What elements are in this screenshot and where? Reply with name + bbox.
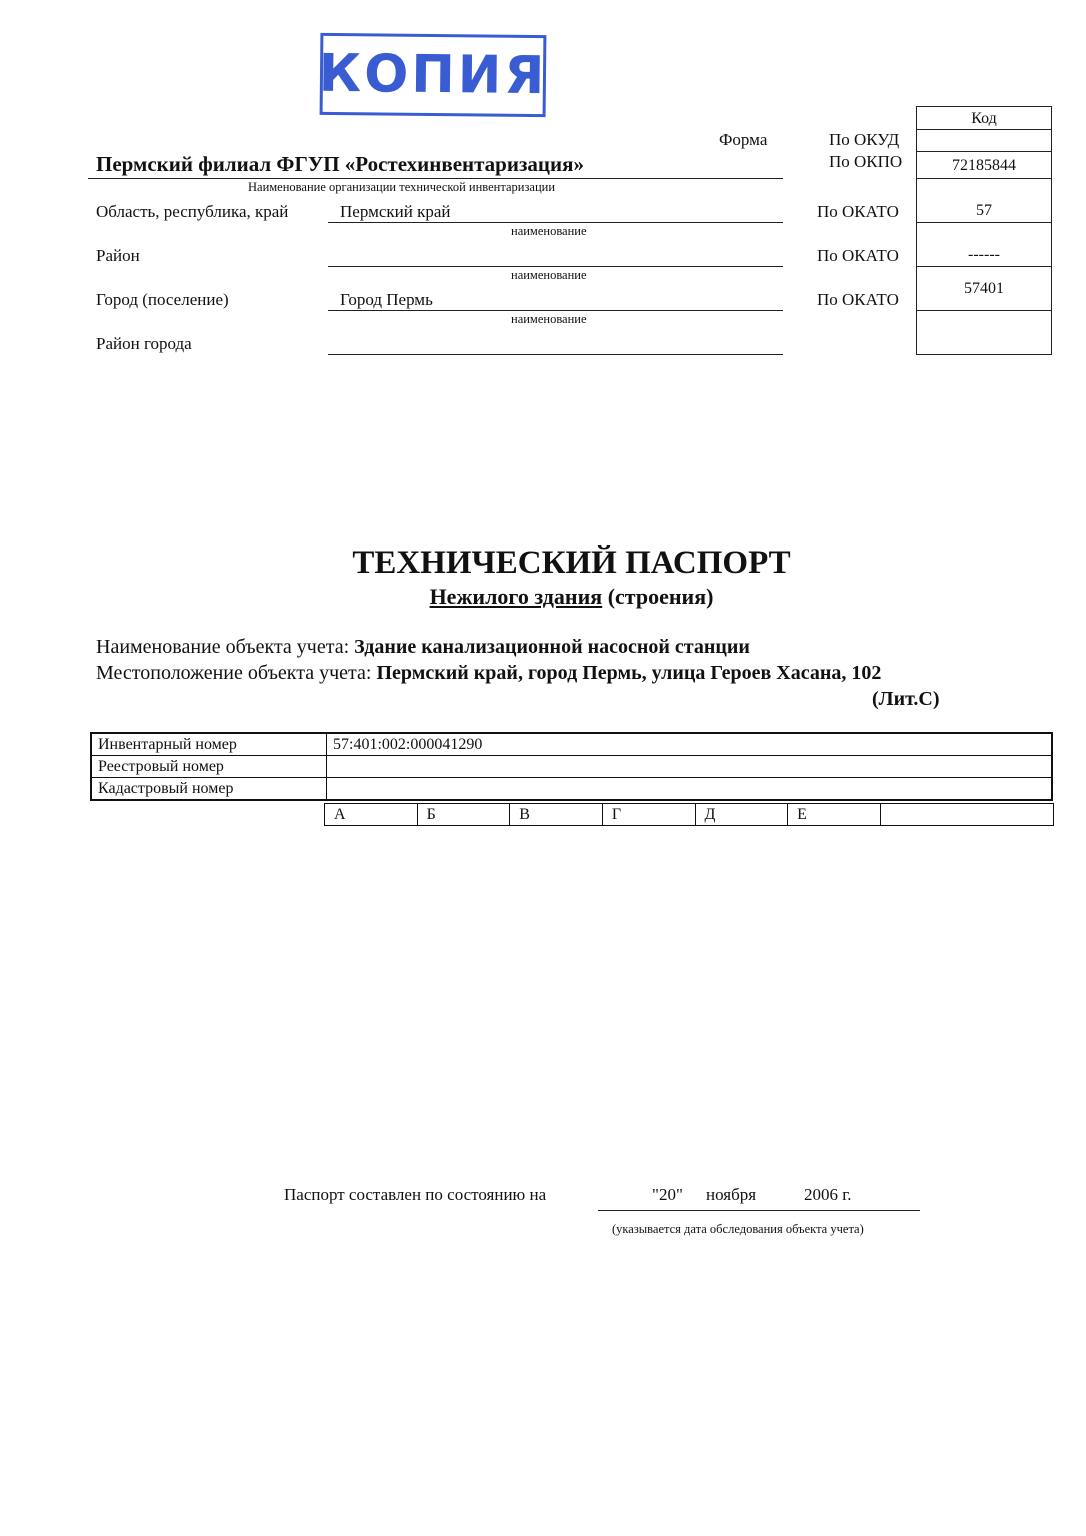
organization-name: Пермский филиал ФГУП «Ростехинвентаризация»: [96, 152, 584, 176]
footer-day: "20": [652, 1185, 683, 1204]
code-okud-label: По ОКУД: [829, 130, 900, 149]
object-name-label: Наименование объекта учета:: [96, 636, 350, 658]
copy-stamp: [320, 33, 547, 117]
code-okato-3-value: 57401: [917, 267, 1051, 311]
city-district-label: Район города: [96, 334, 192, 353]
code-okpo-value: 72185844: [917, 152, 1051, 179]
region-caption: наименование: [511, 224, 587, 238]
object-location-line: [96, 662, 881, 685]
inventory-number-value: 57:401:002:000041290: [327, 733, 1053, 756]
city-caption: наименование: [511, 312, 587, 326]
object-location-label: Местоположение объекта учета:: [96, 662, 372, 684]
inventory-number-label: Инвентарный номер: [91, 733, 327, 756]
registry-number-label: Реестровый номер: [91, 756, 327, 778]
letter-cell: Д: [695, 804, 788, 826]
object-name-line: [96, 636, 750, 659]
letter-cell: Е: [788, 804, 881, 826]
city-district-underline: [328, 354, 783, 355]
district-underline: [328, 266, 783, 267]
footer-underline: [598, 1210, 920, 1211]
code-okato-3-label: По ОКАТО: [817, 290, 899, 309]
document-subtitle: [0, 584, 1086, 610]
subtitle-underlined: Нежилого здания: [429, 584, 603, 609]
code-empty-value: [917, 311, 1051, 354]
region-value: Пермский край: [340, 202, 451, 221]
code-okud-value: [917, 130, 1051, 152]
letter-cell: В: [510, 804, 603, 826]
region-underline: [328, 222, 783, 223]
footer-month: ноября: [706, 1185, 757, 1204]
code-okpo-label: По ОКПО: [829, 152, 903, 171]
city-underline: [328, 310, 783, 311]
letter-cell: Г: [602, 804, 695, 826]
code-header: Код: [917, 107, 1051, 130]
letter-cell: А: [325, 804, 418, 826]
cadastral-number-value: [327, 778, 1053, 801]
code-okato-1-label: По ОКАТО: [817, 202, 899, 221]
district-label: Район: [96, 246, 140, 265]
city-label: Город (поселение): [96, 290, 229, 309]
footer-caption: (указывается дата обследования объекта учета): [612, 1222, 864, 1236]
letter-cell: [880, 804, 1053, 826]
code-okato-2-label: По ОКАТО: [817, 246, 899, 265]
object-name-value: Здание канализационной насосной станции: [354, 636, 750, 658]
numbers-table: [90, 732, 1053, 801]
copy-stamp-text: КОПИЯ: [318, 43, 548, 107]
city-value: Город Пермь: [340, 290, 433, 309]
code-okato-1-value: 57: [917, 179, 1051, 223]
table-row: [325, 804, 1054, 826]
table-row: [91, 778, 1052, 801]
region-label: Область, республика, край: [96, 202, 289, 221]
object-location-value: Пермский край, город Пермь, улица Героев Хасана, 102: [376, 662, 882, 684]
registry-number-value: [327, 756, 1053, 778]
code-okato-2-value: ------: [917, 223, 1051, 267]
letters-table: [324, 803, 1054, 826]
footer-label: Паспорт составлен по состоянию на: [284, 1185, 547, 1204]
table-row: [91, 756, 1052, 778]
object-location-suffix: (Лит.С): [872, 688, 940, 710]
table-row: [91, 733, 1052, 756]
organization-caption: Наименование организации технической инвентаризации: [248, 180, 556, 194]
cadastral-number-label: Кадастровый номер: [91, 778, 327, 801]
organization-underline: [88, 178, 783, 179]
document-title: ТЕХНИЧЕСКИЙ ПАСПОРТ: [352, 545, 791, 581]
code-table: [916, 106, 1052, 355]
footer-year: 2006 г.: [804, 1185, 852, 1204]
subtitle-rest: (строения): [607, 584, 714, 609]
district-caption: наименование: [511, 268, 587, 282]
letter-cell: Б: [417, 804, 510, 826]
forma-label: Форма: [719, 130, 768, 149]
